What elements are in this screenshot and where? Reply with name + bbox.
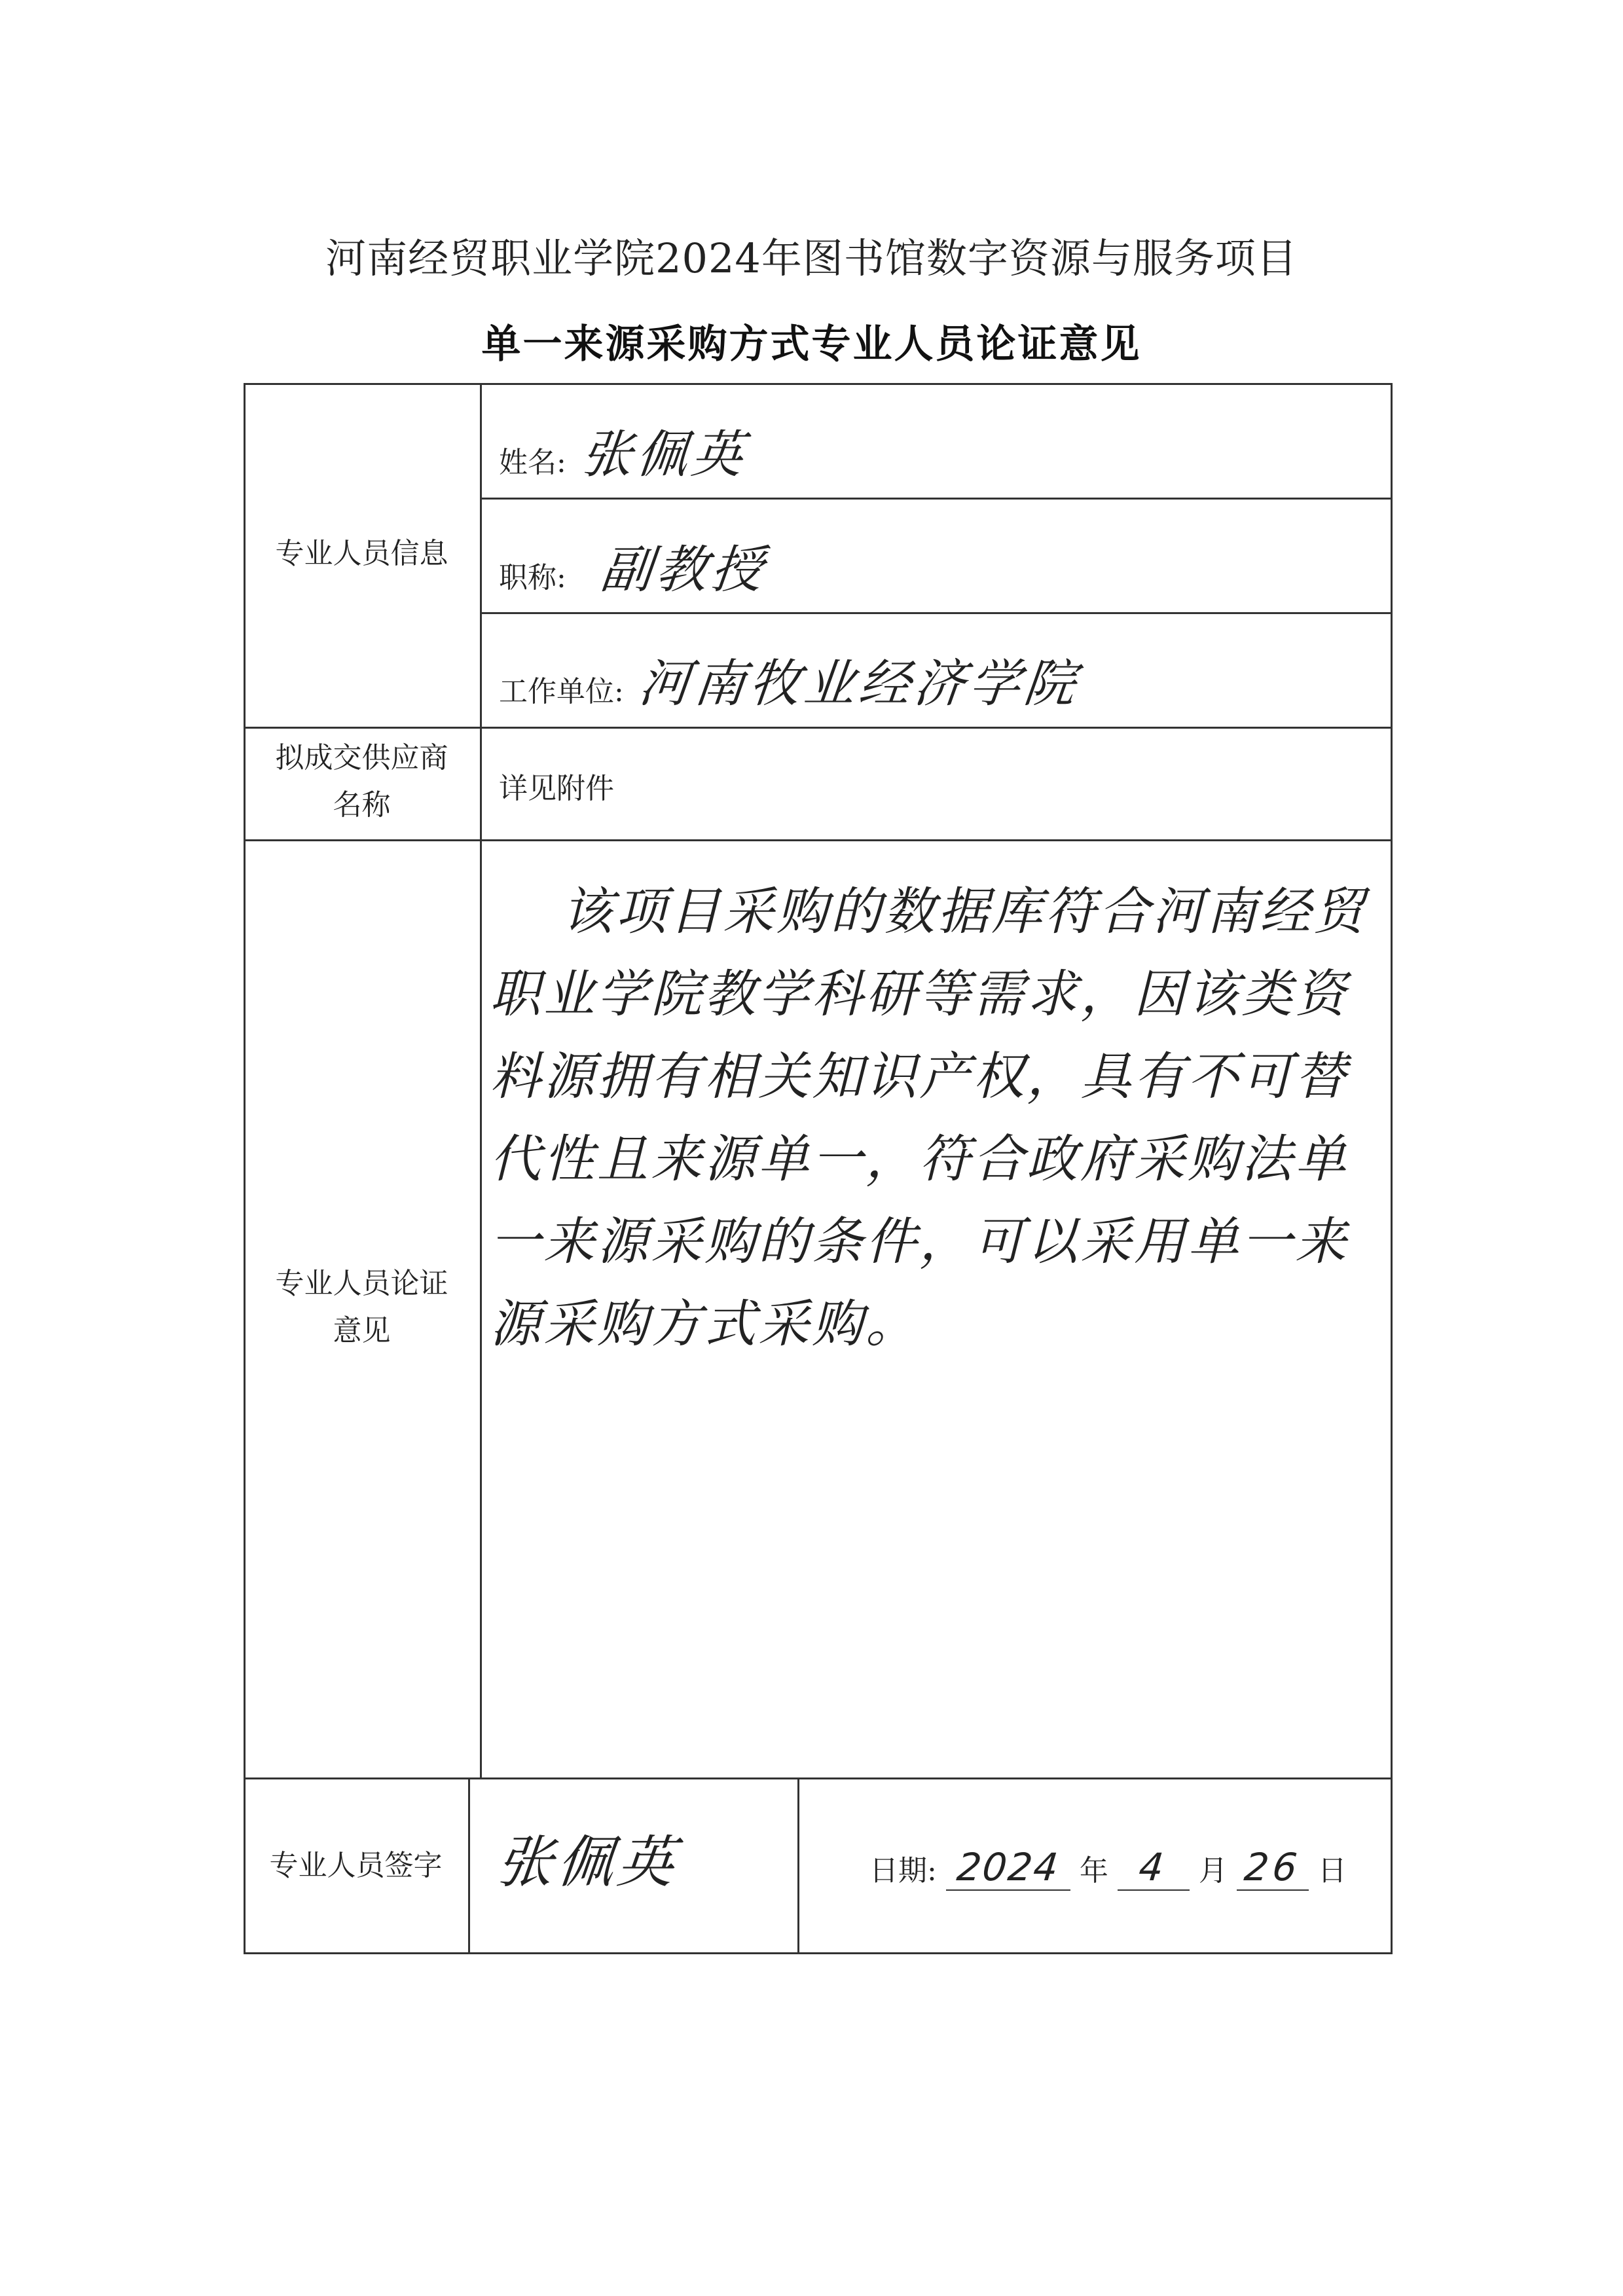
name-label: 姓名: (499, 446, 566, 479)
table-divider (480, 612, 1393, 614)
date-label: 日期: (869, 1854, 937, 1887)
title-handwritten: 副教授 (598, 541, 769, 600)
name-field (499, 414, 750, 487)
date-year: 2024 (955, 1845, 1062, 1889)
workplace-handwritten: 河南牧业经济学院 (636, 655, 1082, 714)
date-day-unit: 日 (1317, 1854, 1347, 1887)
workplace-field (499, 643, 1080, 716)
expert-info-label: 专业人员信息 (275, 537, 448, 570)
date-year-unit: 年 (1079, 1854, 1108, 1887)
supplier-label-line2: 名称 (333, 788, 391, 822)
document-title-line2: 单一来源采购方式专业人员论证意见 (481, 321, 1142, 367)
opinion-handwritten-text: 该项目采购的数据库符合河南经贸职业学院教学科研等需求，因该类资料源拥有相关知识产权，具有不可替代性且来源单一，符合政府采购法单一来源采购的条件，可以采用单一来源采购方式采购。 (490, 883, 1368, 1354)
title-label: 职称: (499, 561, 566, 594)
table-divider (797, 1777, 799, 1954)
opinion-label-line2: 意见 (333, 1314, 391, 1347)
date-day: 26 (1242, 1845, 1304, 1889)
opinion-label-line1: 专业人员论证 (275, 1267, 448, 1300)
table-divider (244, 839, 1393, 841)
workplace-label: 工作单位: (499, 675, 624, 708)
name-handwritten: 张佩英 (578, 426, 750, 484)
supplier-label-line1: 拟成交供应商 (275, 741, 448, 774)
opinion-label (244, 1260, 480, 1355)
supplier-label (244, 735, 480, 829)
table-divider (244, 1777, 1393, 1779)
table-divider (480, 383, 482, 1777)
signature-handwritten: 张佩英 (493, 1830, 682, 1895)
table-divider (244, 727, 1393, 729)
document-title-line1: 河南经贸职业学院2024年图书馆数字资源与服务项目 (325, 234, 1298, 282)
signature-label: 专业人员签字 (269, 1849, 443, 1882)
table-divider (468, 1777, 470, 1954)
table-divider (480, 498, 1393, 500)
date-field (869, 1845, 1347, 1891)
title-field (499, 529, 767, 602)
supplier-value: 详见附件 (499, 772, 614, 805)
date-month-unit: 月 (1198, 1854, 1228, 1887)
date-month: 4 (1137, 1845, 1170, 1889)
signature (493, 1817, 682, 1898)
